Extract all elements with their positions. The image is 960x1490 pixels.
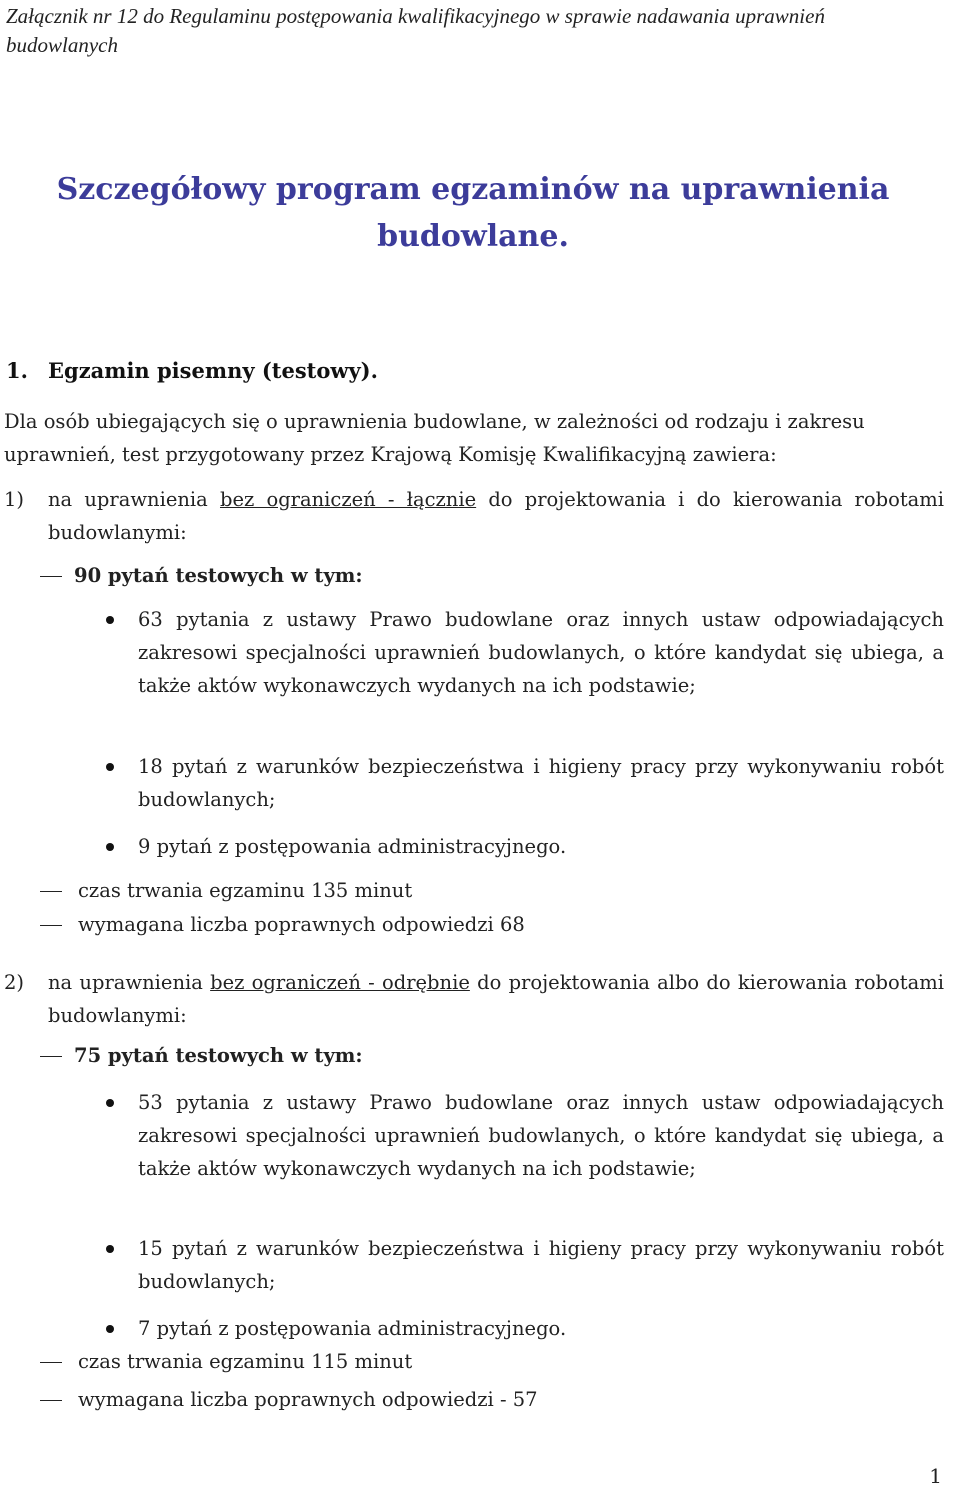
page-number: 1 [929,1464,942,1488]
dash-icon [40,891,62,892]
dash-icon [40,1400,62,1401]
required-text: wymagana liczba poprawnych odpowiedzi 68 [78,913,525,936]
dash-icon [40,576,62,577]
required-text: wymagana liczba poprawnych odpowiedzi - 57 [78,1388,538,1411]
duration-text: czas trwania egzaminu 115 minut [78,1350,413,1373]
text-segment: do projektowania albo do kierowania robotami budowlanymi: [48,971,944,1027]
bullet-icon [106,1245,114,1253]
bullet-text: 7 pytań z postępowania administracyjnego. [138,1317,567,1340]
questions-heading-text: 90 pytań testowych w tym: [74,564,363,587]
exam-duration-2 [40,1345,940,1378]
bullet-text: 18 pytań z warunków bezpieczeństwa i higieny pracy przy wykonywaniu robót budowlanych; [138,755,944,811]
dash-icon [40,925,62,926]
list-item-number: 2) [4,971,25,994]
list-item-number: 1) [4,488,25,511]
bullet-icon [106,763,114,771]
section-title: Egzamin pisemny (testowy). [48,358,378,383]
bullet-icon [106,616,114,624]
text-segment: na uprawnienia [48,971,211,994]
bullet-item [106,1086,944,1185]
bullet-item [106,830,944,863]
required-answers-2 [40,1383,940,1416]
bullet-icon [106,843,114,851]
required-answers-1 [40,908,940,941]
text-segment: do projektowania i do kierowania robotami budowlanymi: [48,488,945,544]
title-line-1: Szczegółowy program egzaminów na uprawnienia [56,172,890,207]
questions-heading-2 [40,1039,940,1072]
bullet-text: 63 pytania z ustawy Prawo budowlane oraz innych ustaw odpowiadających zakresowi specjalności uprawnień budowlanych, o które kandydat się ubiega, a także aktów wykonawczych wydanych na ich podstawie; [138,608,944,697]
text-segment: na uprawnienia [48,488,220,511]
title-line-2: budowlane. [377,219,569,254]
bullet-icon [106,1325,114,1333]
dash-icon [40,1056,62,1057]
underlined-text: bez ograniczeń - łącznie [219,488,477,511]
bullet-item [106,750,944,816]
duration-text: czas trwania egzaminu 135 minut [78,879,413,902]
list-item-text [48,966,944,1032]
bullet-item [106,1232,944,1298]
section-heading [6,356,378,386]
dash-icon [40,1362,62,1363]
exam-duration-1 [40,874,940,907]
intro-paragraph: Dla osób ubiegających się o uprawnienia budowlane, w zależności od rodzaju i zakresu uprawnień, test przygotowany przez Krajową Komisję Kwalifikacyjną zawiera: [4,410,865,466]
underlined-text: bez ograniczeń - odrębnie [210,971,470,994]
questions-heading-text: 75 pytań testowych w tym: [74,1044,363,1067]
section-number: 1. [6,358,28,383]
list-item-text [48,483,944,549]
questions-heading-1 [40,559,940,592]
bullet-icon [106,1099,114,1107]
bullet-text: 15 pytań z warunków bezpieczeństwa i higieny pracy przy wykonywaniu robót budowlanych; [138,1237,944,1293]
bullet-text: 9 pytań z postępowania administracyjnego. [138,835,567,858]
bullet-text: 53 pytania z ustawy Prawo budowlane oraz innych ustaw odpowiadających zakresowi specjalności uprawnień budowlanych, o które kandydat się ubiega, a także aktów wykonawczych wydanych na ich podstawie; [138,1091,944,1180]
bullet-item [106,1312,944,1345]
annex-header: Załącznik nr 12 do Regulaminu postępowania kwalifikacyjnego w sprawie nadawania uprawnień budowlanych [6,4,825,57]
list-item-2 [4,966,944,1032]
document-title [0,166,946,260]
list-item-1 [4,483,944,549]
bullet-item [106,603,944,702]
